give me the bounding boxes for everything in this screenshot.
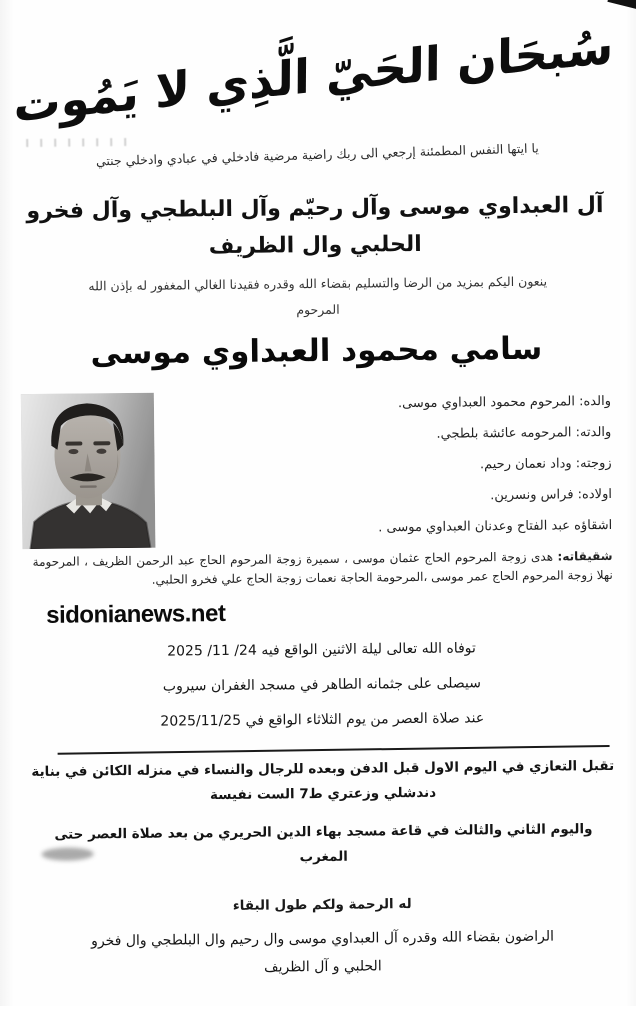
- announcement-line2: المرحوم: [296, 301, 340, 318]
- deceased-photo: [21, 393, 156, 549]
- watermark-sidonianews: sidonianews.net: [46, 599, 226, 629]
- deceased-name: سامي محمود العبداوي موسى: [90, 330, 543, 372]
- sisters-label: شقيقاته:: [557, 548, 613, 564]
- detail-wife: زوجته: وداد نعمان رحيم.: [479, 455, 612, 473]
- death-date-line: توفاه الله تعالى ليلة الاثنين الواقع فيه 24/ 11/ 2025: [167, 640, 476, 660]
- families-heading-line2: الحلبي وال الظريف: [208, 231, 422, 260]
- calligraphy-header: سُبحَان الحَيّ الَّذِي لا يَمُوت: [13, 19, 614, 134]
- sisters-paragraph: [33, 547, 613, 591]
- families-heading: [17, 187, 614, 267]
- closing-families-line1: الراضون بقضاء الله وقدره آل العبداوي موسى وال رحيم وال البلطجي وال فخرو: [91, 928, 555, 950]
- detail-mother: والدته: المرحومه عائشة بلطجي.: [436, 424, 612, 442]
- announcement-line1: ينعون اليكم بمزيد من الرضا والتسليم بقضاء الله وقدره فقيدنا الغالي المغفور له بإذن الله: [88, 273, 548, 294]
- prayer-location-line: سيصلى على جثمانه الطاهر في مسجد الغفران سيروب: [162, 675, 482, 695]
- closing-families: [18, 922, 627, 984]
- detail-children: اولاده: فراس ونسرين.: [490, 486, 613, 504]
- closing-families-line2: الحلبي و آل الظريف: [263, 958, 382, 976]
- sisters-text: هدى زوجة المرحوم الحاج عثمان موسى ، سميرة زوجة المرحوم الحاج عبد الرحمن الظريف ، المرحومة نهلا زوجة المرحوم الحاج عمر موسى ،المرحومة الحاجة نعمات زوجة الحاج علي فخرو الحلبي.: [32, 549, 613, 587]
- announcement-text: [28, 268, 609, 326]
- detail-brothers: اشقاؤه عبد الفتاح وعدنان العبداوي موسى .: [378, 517, 613, 536]
- condolences-day1: تقبل التعازي في اليوم الاول قبل الدفن وبعده للرجال والنساء في منزله الكائن في بناية دندشلي وزعتري ط7 الست نفيسة: [31, 757, 615, 804]
- condolences-days2-3: واليوم الثاني والثالث في قاعة مسجد بهاء الدين الحريري من بعد صلاة العصر حتى المغرب: [54, 821, 593, 866]
- detail-father: والده: المرحوم محمود العبداوي موسى.: [397, 393, 612, 412]
- prayer-time-line: عند صلاة العصر من يوم الثلاثاء الواقع في 2025/11/25: [160, 710, 485, 730]
- scan-noise-specks: [26, 138, 136, 147]
- closing-mercy-line: له الرحمة ولكم طول البقاء: [232, 896, 412, 914]
- family-details-list: [164, 394, 613, 554]
- quran-verse: يا ايتها النفس المطمئنة إرجعي الى ربك راضية مرضية فادخلي في عبادي وادخلي جنتي: [95, 140, 539, 169]
- funeral-details: [31, 639, 612, 750]
- families-heading-line1: آل العبداوي موسى وآل رحيّم وآل البلطجي وآل فخرو: [26, 192, 604, 225]
